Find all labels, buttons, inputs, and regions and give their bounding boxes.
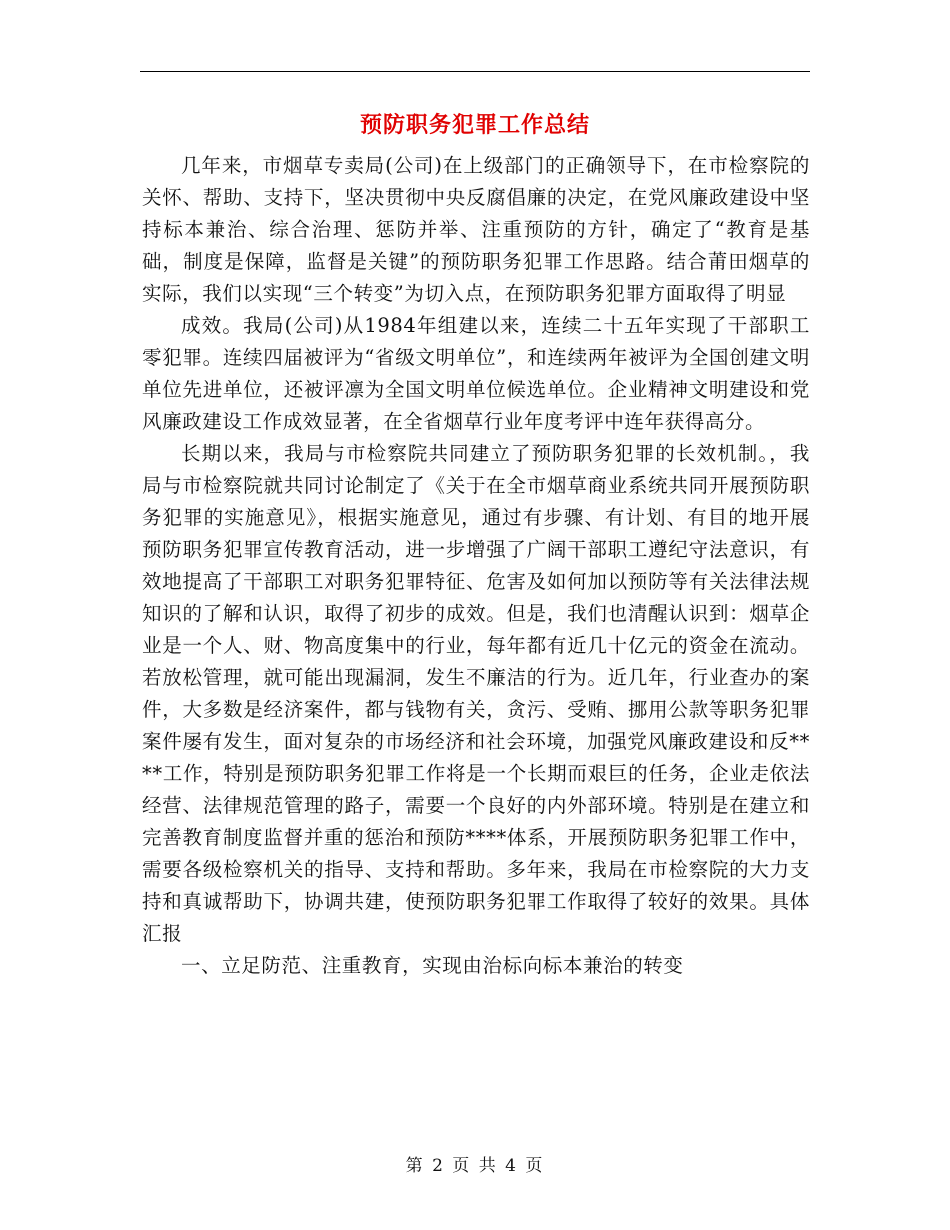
document-title: 预防职务犯罪工作总结 <box>359 112 590 138</box>
document-body <box>142 150 810 982</box>
page-number-footer: 第 2 页 共 4 页 <box>405 1156 545 1176</box>
paragraph-intro: 几年来，市烟草专卖局(公司)在上级部门的正确领导下，在市检察院的关怀、帮助、支持下，坚决贯彻中央反腐倡廉的决定，在党风廉政建设中坚持标本兼治、综合治理、惩防并举、注重预防的方针，确定了“教育是基础，制度是保障，监督是关键”的预防职务犯罪工作思路。结合莆田烟草的实际，我们以实现“三个转变”为切入点，在预防职务犯罪方面取得了明显 <box>142 154 810 305</box>
paragraph-mechanism: 长期以来，我局与市检察院共同建立了预防职务犯罪的长效机制。，我局与市检察院就共同讨论制定了《关于在全市烟草商业系统共同开展预防职务犯罪的实施意见》，根据实施意见，通过有步骤、有计划、有目的地开展预防职务犯罪宣传教育活动，进一步增强了广阔干部职工遵纪守法意识，有效地提高了干部职工对职务犯罪特征、危害及如何加以预防等有关法律法规知识的了解和认识，取得了初步的成效。但是，我们也清醒认识到：烟草企业是一个人、财、物高度集中的行业，每年都有近几十亿元的资金在流动。若放松管理，就可能出现漏洞，发生不廉洁的行为。近几年，行业查办的案件，大多数是经济案件，都与钱物有关，贪污、受贿、挪用公款等职务犯罪案件屡有发生，面对复杂的市场经济和社会环境，加强党风廉政建设和反****工作，特别是预防职务犯罪工作将是一个长期而艰巨的任务，企业走依法经营、法律规范管理的路子，需要一个良好的内外部环境。特别是在建立和完善教育制度监督并重的惩治和预防****体系，开展预防职务犯罪工作中，需要各级检察机关的指导、支持和帮助。多年来，我局在市检察院的大力支持和真诚帮助下，协调共建，使预防职务犯罪工作取得了较好的效果。具体汇报 <box>142 442 810 945</box>
section-heading-1: 一、立足防范、注重教育，实现由治标向标本兼治的转变 <box>181 954 684 977</box>
header-rule <box>140 71 810 72</box>
paragraph-achievements: 成效。我局(公司)从1984年组建以来，连续二十五年实现了干部职工零犯罪。连续四届被评为“省级文明单位”，和连续两年被评为全国创建文明单位先进单位，还被评凛为全国文明单位候选单位。企业精神文明建设和党风廉政建设工作成效显著，在全省烟草行业年度考评中连年获得高分。 <box>142 314 810 433</box>
